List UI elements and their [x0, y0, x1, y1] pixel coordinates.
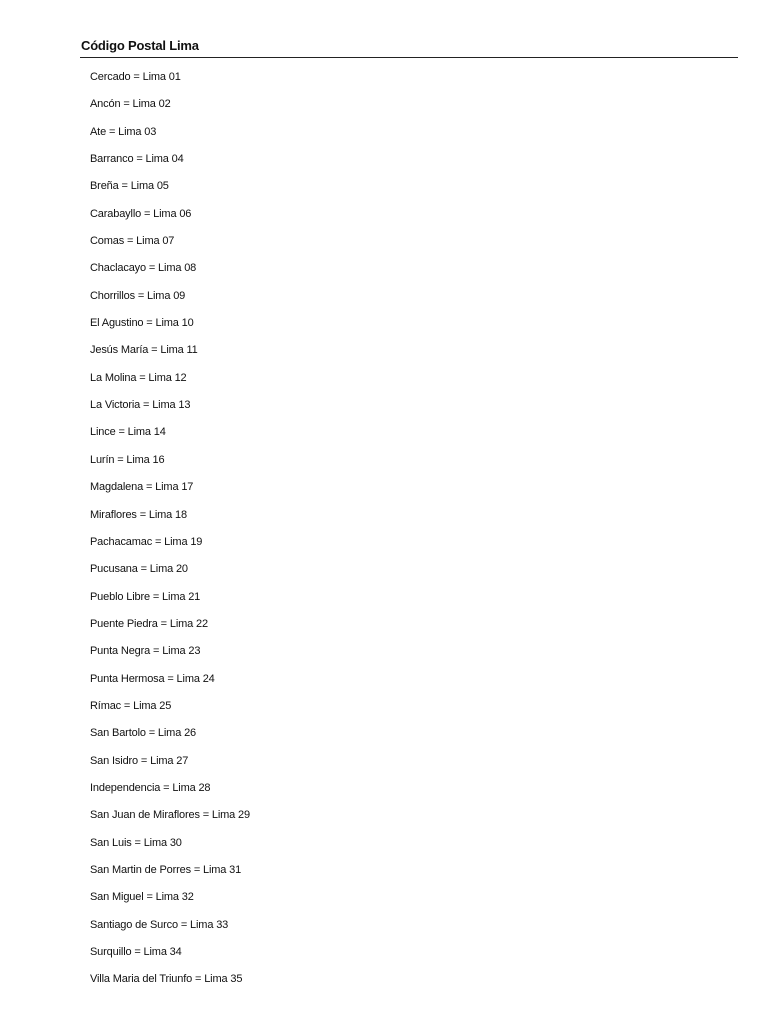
- list-item: Lurín = Lima 16: [90, 453, 165, 466]
- list-item: El Agustino = Lima 10: [90, 317, 194, 330]
- list-item: Independencia = Lima 28: [90, 781, 211, 794]
- list-item: San Martin de Porres = Lima 31: [90, 863, 242, 876]
- list-item: Ancón = Lima 02: [90, 98, 171, 111]
- list-item: Lince = Lima 14: [90, 426, 166, 439]
- list-item: Miraflores = Lima 18: [90, 508, 187, 521]
- list-item: Ate = Lima 03: [90, 125, 157, 138]
- list-item: Chaclacayo = Lima 08: [90, 262, 197, 275]
- list-item: Magdalena = Lima 17: [90, 481, 194, 494]
- postal-code-list: [90, 70, 250, 1000]
- list-item: La Victoria = Lima 13: [90, 399, 191, 412]
- list-item: San Luis = Lima 30: [90, 836, 182, 849]
- list-item: Pueblo Libre = Lima 21: [90, 590, 201, 603]
- list-item: Pachacamac = Lima 19: [90, 535, 203, 548]
- list-item: Punta Hermosa = Lima 24: [90, 672, 215, 685]
- list-item: San Isidro = Lima 27: [90, 754, 189, 767]
- list-item: Punta Negra = Lima 23: [90, 645, 201, 658]
- list-item: Chorrillos = Lima 09: [90, 289, 186, 302]
- list-item: Pucusana = Lima 20: [90, 563, 188, 576]
- list-item: Puente Piedra = Lima 22: [90, 617, 208, 630]
- list-item: Comas = Lima 07: [90, 235, 175, 248]
- list-item: San Miguel = Lima 32: [90, 891, 194, 904]
- list-item: Breña = Lima 05: [90, 180, 169, 193]
- list-item: San Bartolo = Lima 26: [90, 727, 197, 740]
- document-title: Código Postal Lima: [81, 38, 199, 53]
- list-item: Barranco = Lima 04: [90, 153, 184, 166]
- list-item: Rímac = Lima 25: [90, 699, 172, 712]
- list-item: Cercado = Lima 01: [90, 71, 181, 83]
- list-item: La Molina = Lima 12: [90, 371, 187, 384]
- list-item: Surquillo = Lima 34: [90, 946, 182, 958]
- list-item: Carabayllo = Lima 06: [90, 207, 192, 220]
- list-item: San Juan de Miraflores = Lima 29: [90, 809, 250, 822]
- list-item: Jesús María = Lima 11: [90, 344, 198, 357]
- title-underline: [80, 57, 738, 58]
- list-item: Santiago de Surco = Lima 33: [90, 918, 229, 931]
- list-item: Villa Maria del Triunfo = Lima 35: [90, 973, 243, 986]
